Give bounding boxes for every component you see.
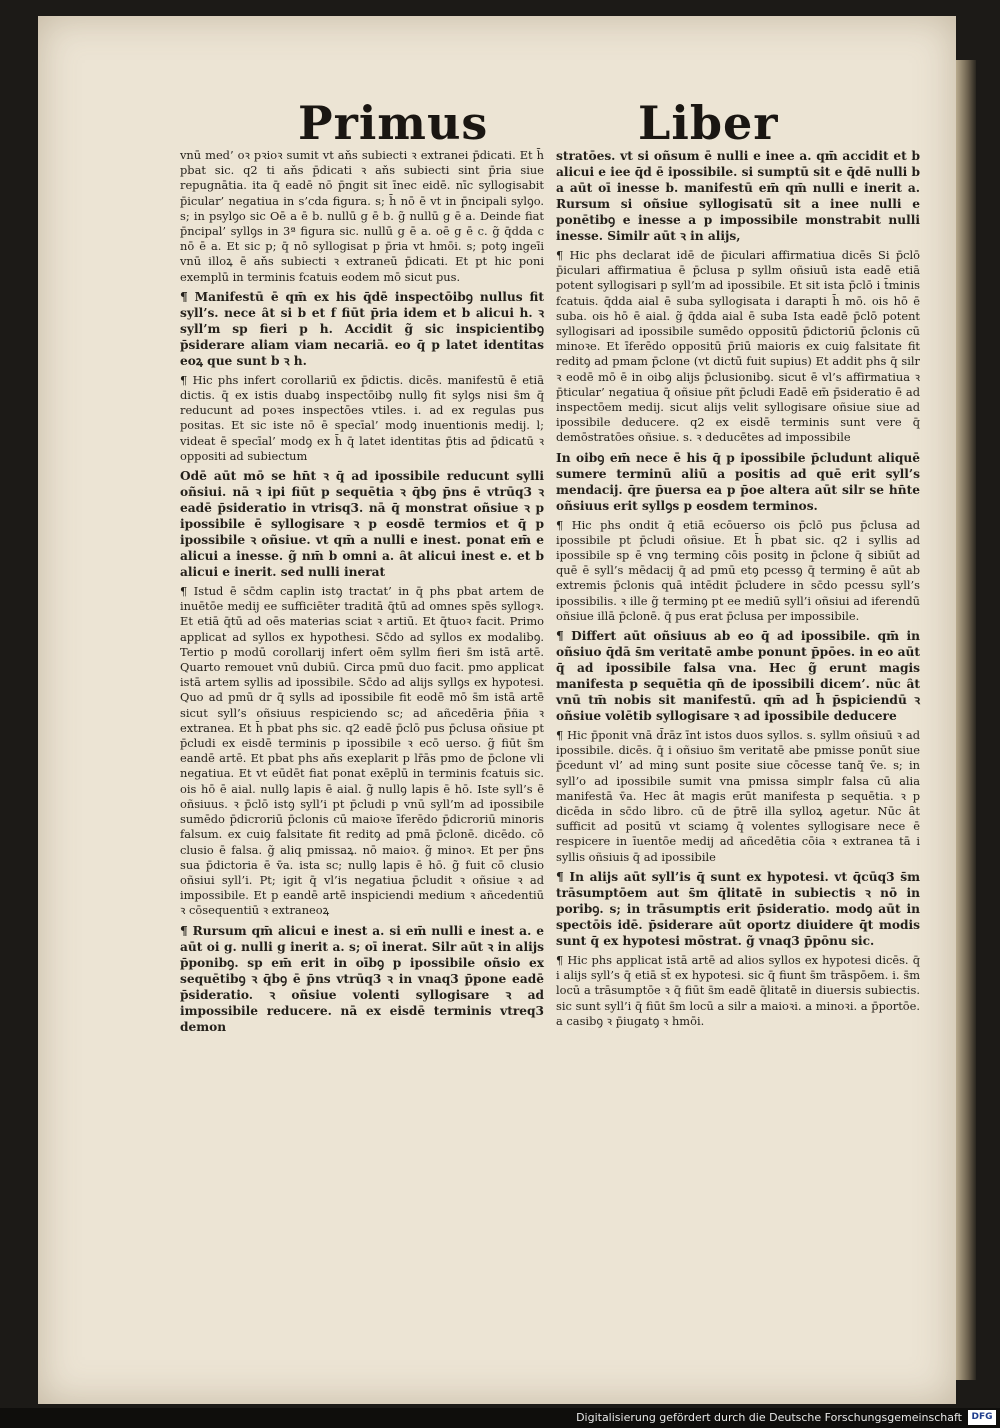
paragraph: ¶ Rursum qm̄ alicui e inest a. si em̄ nulli e inest a. e aūt oi g. nulli g inerit a. s; oī inerat. Silr aūt ꝛ in alijs p̄ponibꝯ. sp em̄ erit in oībꝯ p ipossibile oñsio ex sequētibꝯ ꝛ q̄bꝯ ē p̄ns vtrūq3 ꝛ in vnaq3 p̄pone eadē p̄sideratio. ꝛ oñsiue volenti syllogisare ꝛ ad impossibile reducere. nā ex eisdē terminis vtreq3 demon (180, 923, 544, 1034)
paragraph: ¶ In alijs aūt syll’is q̄ sunt ex hypotesi. vt q̄cūq3 s̄m trāsumptōem aut s̄m q̄litatē in subiectis ꝛ nō in poribꝯ. s; in trāsumptis erit p̄sideratio. modꝯ aūt in spectōis idē. p̄siderare aūt oportz diuidere q̄t modis sunt q̄ ex hypotesi mōstrat. g̃ vnaq3 p̄pōnu sic. (556, 869, 920, 948)
paragraph: ¶ Hic p̄ponit vnā d̄rāz īnt istos duos syllos. s. syllm oñsiuū ꝛ ad ipossibile. dicēs. q̄ i oñsiuo s̄m veritatē abe pmisse ponūt siue p̄cedunt vl’ ad minꝯ sunt posite siue cōcesse tanq̄ v̄e. s; in syll’o ad ipossibile sumit vna pmissa simplr falsa cū alia manifestā v̄a. Hec ȃt magis erūt manifesta p sequētia. ꝛ p dicēda in sc̄do libro. cū de p̄trē illa sylloꝝ agetur. Nūc ȃt sufficit ad positū vt sciamꝯ q̄ volentes syllogisare nece ē respicere in īuentōe medij ad añcedētia cōia ꝛ extranea tā i syllis oñsiuis q̄ ad ipossibile (556, 728, 920, 864)
left-text-column (180, 148, 544, 1039)
page-edge (956, 60, 976, 1380)
running-head-right: Liber (638, 96, 779, 150)
paragraph: Odē aūt mō se hn̄t ꝛ q̄ ad ipossibile reducunt sylli oñsiui. nā ꝛ ipi fiūt p sequētia ꝛ q̄bꝯ p̄ns ē vtrūq3 ꝛ eadē p̄sideratio in vtrisq3. nā q̄ monstrat oñsiue ꝛ p ipossibile ē syllogisare ꝛ p eosdē termios et q̄ p ipossibile ꝛ oñsiue. vt qm̄ a nulli e inest. ponat em̄ e alicui a inesse. g̃ nm̄ b omni a. ȃt alicui inest e. et b alicui e inerit. sed nulli inerat (180, 469, 544, 580)
paragraph: ¶ Hic phs applicat istā artē ad alios syllos ex hypotesi dicēs. q̄ i alijs syll’s q̄ etiā st̄ ex hypotesi. sic q̄ fiunt s̄m trāspōem. i. s̄m locū a trāsumptōe ꝛ q̄ fiūt s̄m eadē q̄litatē in diuersis subiectis. sic sunt syll’i q̄ fiūt s̄m locū a silr a maioꝛi. a minoꝛi. a p̄portōe. a casibꝯ ꝛ p̄iugatꝯ ꝛ hmōi. (556, 952, 920, 1028)
paragraph: ¶ Differt aūt oñsiuus ab eo q̄ ad ipossibile. qm̄ in oñsiuo q̄dā s̄m veritatē ambe ponunt p̄pōes. in eo aūt q̄ ad ipossibile falsa vna. Hec g̃ erunt magis manifesta p sequētia qn̄ de ipossibili dicem’. nūc ȃt vnū tm̄ nobis sit manifestū. qm̄ ad h̄ p̄spiciendū ꝛ oñsiue volētib syllogisare ꝛ ad ipossibile deducere (556, 629, 920, 724)
paragraph: stratōes. vt si oñsum ē nulli e inee a. qm̄ accidit et b alicui e iee q̄d ē ipossibile. si sumptū sit e q̄dē nulli b a aūt oī inesse b. manifestū em̄ qm̄ nulli e inerit a. Rursum si oñsiue syllogisatū sit a inee nulli e ponētibꝯ e inesse a p impossibile monstrabit nulli inesse. Similr aūt ꝛ in alijs, (556, 149, 921, 243)
paragraph: ¶ Hic phs ondit q̄ etiā ecōuerso ois p̄clō pus p̄clusa ad ipossibile pt p̄cludi oñsiue. Et h̄ pbat sic. q2 i syllis ad ipossibile sp ē vnꝯ terminꝯ cōis positꝯ in p̄clone q̄ sibiūt ad quē ē syll’s mēdacij q̄ ad pmū etꝯ pcessꝯ q̄ terminꝯ ē aūt ab extremis p̄clonis quā intēdit p̄cludere in sc̄do pcessu syll’s ipossibilis. ꝛ ille g̃ terminꝯ pt ee mediū syll’i oñsiui ad iferendū oñsiue illā p̄clonē. q̄ pus erat p̄clusa per impossibile. (556, 517, 920, 623)
paragraph: ¶ Manifestū ē qm̄ ex his q̄dē inspectōibꝯ nullus fit syll’s. nece ȃt si b et f fiūt p̄ria idem et b alicui h. ꝛ syll’m sp fieri p h. Accidit g̃ sic inspicientibꝯ p̄siderare aliam viam necariā. eo q̄ p latet identitas eoꝝ que sunt b ꝛ h. (180, 289, 544, 368)
paragraph: In oibꝯ em̄ nece ē his q̄ p ipossibile p̄cludunt aliquē sumere terminū aliū a positis ad quē erit syll’s mendacij. q̄re p̄uersa ea p p̄oe altera aūt silr se hn̄te oñsiuus erit syllꝯs p eosdem terminos. (556, 450, 920, 513)
paragraph: ¶ Hic phs declarat idē de p̄iculari affirmatiua dicēs Si p̄clō p̄iculari affirmatiua ē p̄clusa p syllm oñsiuū ista eadē etiā potent syllogisari p syll’m ad ipossibile. Et sit ista p̄clō i t̄minis fcatuis. q̄dda aial ē suba syllogisata i darapti h̄ mō. ois hō ē suba. ois hō ē aial. g̃ q̄dda aial ē suba Ista eadē p̄clō potent syllogisari ad ipossibile sumēdo oppositū p̄dictoriū p̄clonis cū minoꝛe. Et īferēdo oppositū p̄riū maioris ex cuiꝯ falsitate fit reditꝯ ad pmam p̄clone (vt dictū fuit supius) Et addit phs q̄ silr ꝛ eodē mō ē in oibꝯ alijs p̄clusionibꝯ. sicut ē vl’s affirmatiua ꝛ p̄ticular’ negatiua q̄ oñsiue pñt p̄cludi Eadē em̄ p̄sideratio ē ad inspectōem medij. sicut alijs velit syllogisare oñsiue siue ad ipossibile deducere. q2 ex eisdē terminis sunt vere q̄ demōstratōes oñsiue. s. ꝛ deducētes ad impossibile (556, 248, 920, 445)
right-text-column (556, 148, 920, 1033)
paragraph: vnū med’ oꝛ pꝛioꝛ sumit vt aňs subiecti ꝛ extranei p̄dicati. Et h̄ pbat sic. q2 ti aňs p̄dicati ꝛ aňs subiecti sint p̄ria siue repugnātia. ita q̄ eadē nō p̄ngit sit īnec eidē. nīc syllogisabit p̄icular’ negatiua in s’cda figura. s; h̄ nō ē vt in p̄ncipali sylꝯo. s; in psylꝯo sic Oē a ē b. nullū g ē b. g̃ nullū g ē a. Deinde fiat p̄ncipal’ syllꝯs in 3ª figura sic. nullū g ē a. oē g ē c. g̃ q̄dda c nō ē a. Et sic p; q̄ nō syllogisat p p̄ria vt hmōi. s; potꝯ ingeīi vnū illoꝝ ē aňs subiecti ꝛ extraneū p̄dicati. Et pt hic poni exemplū in terminis fcatuis eodem mō sicut pus. (180, 148, 544, 284)
paragraph: ¶ Istud ē sc̄dm caplin istꝯ tractat’ in q̄ phs pbat artem de inuētōe medij ee sufficiēter traditā q̄tū ad omnes spēs syllogꝛ. Et etiā q̄tū ad oēs materias sciat ꝛ artiū. Et q̄tuoꝛ facit. Primo applicat ad syllos ex hypothesi. Sc̄do ad syllos ex modalibꝯ. Tertio p modū corollarij infert oēm syllm fieri s̄m istā artē. Quarto remouet vnū dubiū. Circa pmū duo facit. pmo applicat istā artem syllis ad ipossibile. Sc̄do ad alijs syllꝯs ex hypotesi. Quo ad pmū dr q̄ sylls ad ipossibile fit eodē mō s̄m istā artē sicut syll’s oñsiuus respiciendo sc; ad añcedēria p̄ñia ꝛ extranea. Et h̄ pbat phs sic. q2 eadē p̄clō pus p̄clusa oñsiue pt p̄cludi ex eisdē terminis p ipossibile ꝛ ecō uerso. g̃ fiūt s̄m eandē artē. Et pbat phs aňs exeplarit p lr̄ās pmo de p̄clone vli negatiua. Et vt eūdēt fiat ponat exēplū in terminis fcatuis sic. ois hō ē aial. nullꝯ lapis ē aial. g̃ nullꝯ lapis ē hō. Iste syll’s ē oñsiuus. ꝛ p̄clō istꝯ syll’i pt p̄cludi p vnū syll’m ad ipossibile sumēdo p̄dicroriū p̄clonis cū maioꝛe īferēdo p̄dicroriū minoris falsum. ex cuiꝯ falsitate fit reditꝯ ad pmā p̄clonē. dicēdo. cō clusio ē falsa. g̃ aliq pmissaꝝ. nō maioꝛ. g̃ minoꝛ. Et per p̄ns sua p̄dictoria ē v̄a. ista sc; nullꝯ lapis ē hō. g̃ fuit cō clusio oñsiui syll’i. Pt; igit q̄ vl’is negatiua p̄cludit ꝛ oñsiue ꝛ ad impossibile. Et p eandē artē inspiciendi medium ꝛ añcedentiū ꝛ cōsequentiū ꝛ extraneoꝝ (180, 584, 544, 918)
paragraph: ¶ Hic phs infert corollariū ex p̄dictis. dicēs. manifestū ē etiā dictis. q̄ ex istis duabꝯ inspectōibꝯ nullꝯ fit sylꝯs nisi s̄m q̄ reducunt ad poꝛes inspectōes vtiles. i. ad ex regulas pus positas. Et sic iste nō ē specīal’ modꝯ inuentionis medij. l; videat ē specīal’ modꝯ ex h̄ q̄ latet identitas p̄tis ad p̄dicatū ꝛ oppositi ad subiectum (180, 372, 544, 463)
dfg-logo: DFG (968, 1410, 996, 1425)
funding-credit: Digitalisierung gefördert durch die Deutsche Forschungsgemeinschaft (576, 1411, 962, 1424)
running-head-left: Primus (298, 96, 489, 150)
footer-bar (0, 1408, 1000, 1428)
